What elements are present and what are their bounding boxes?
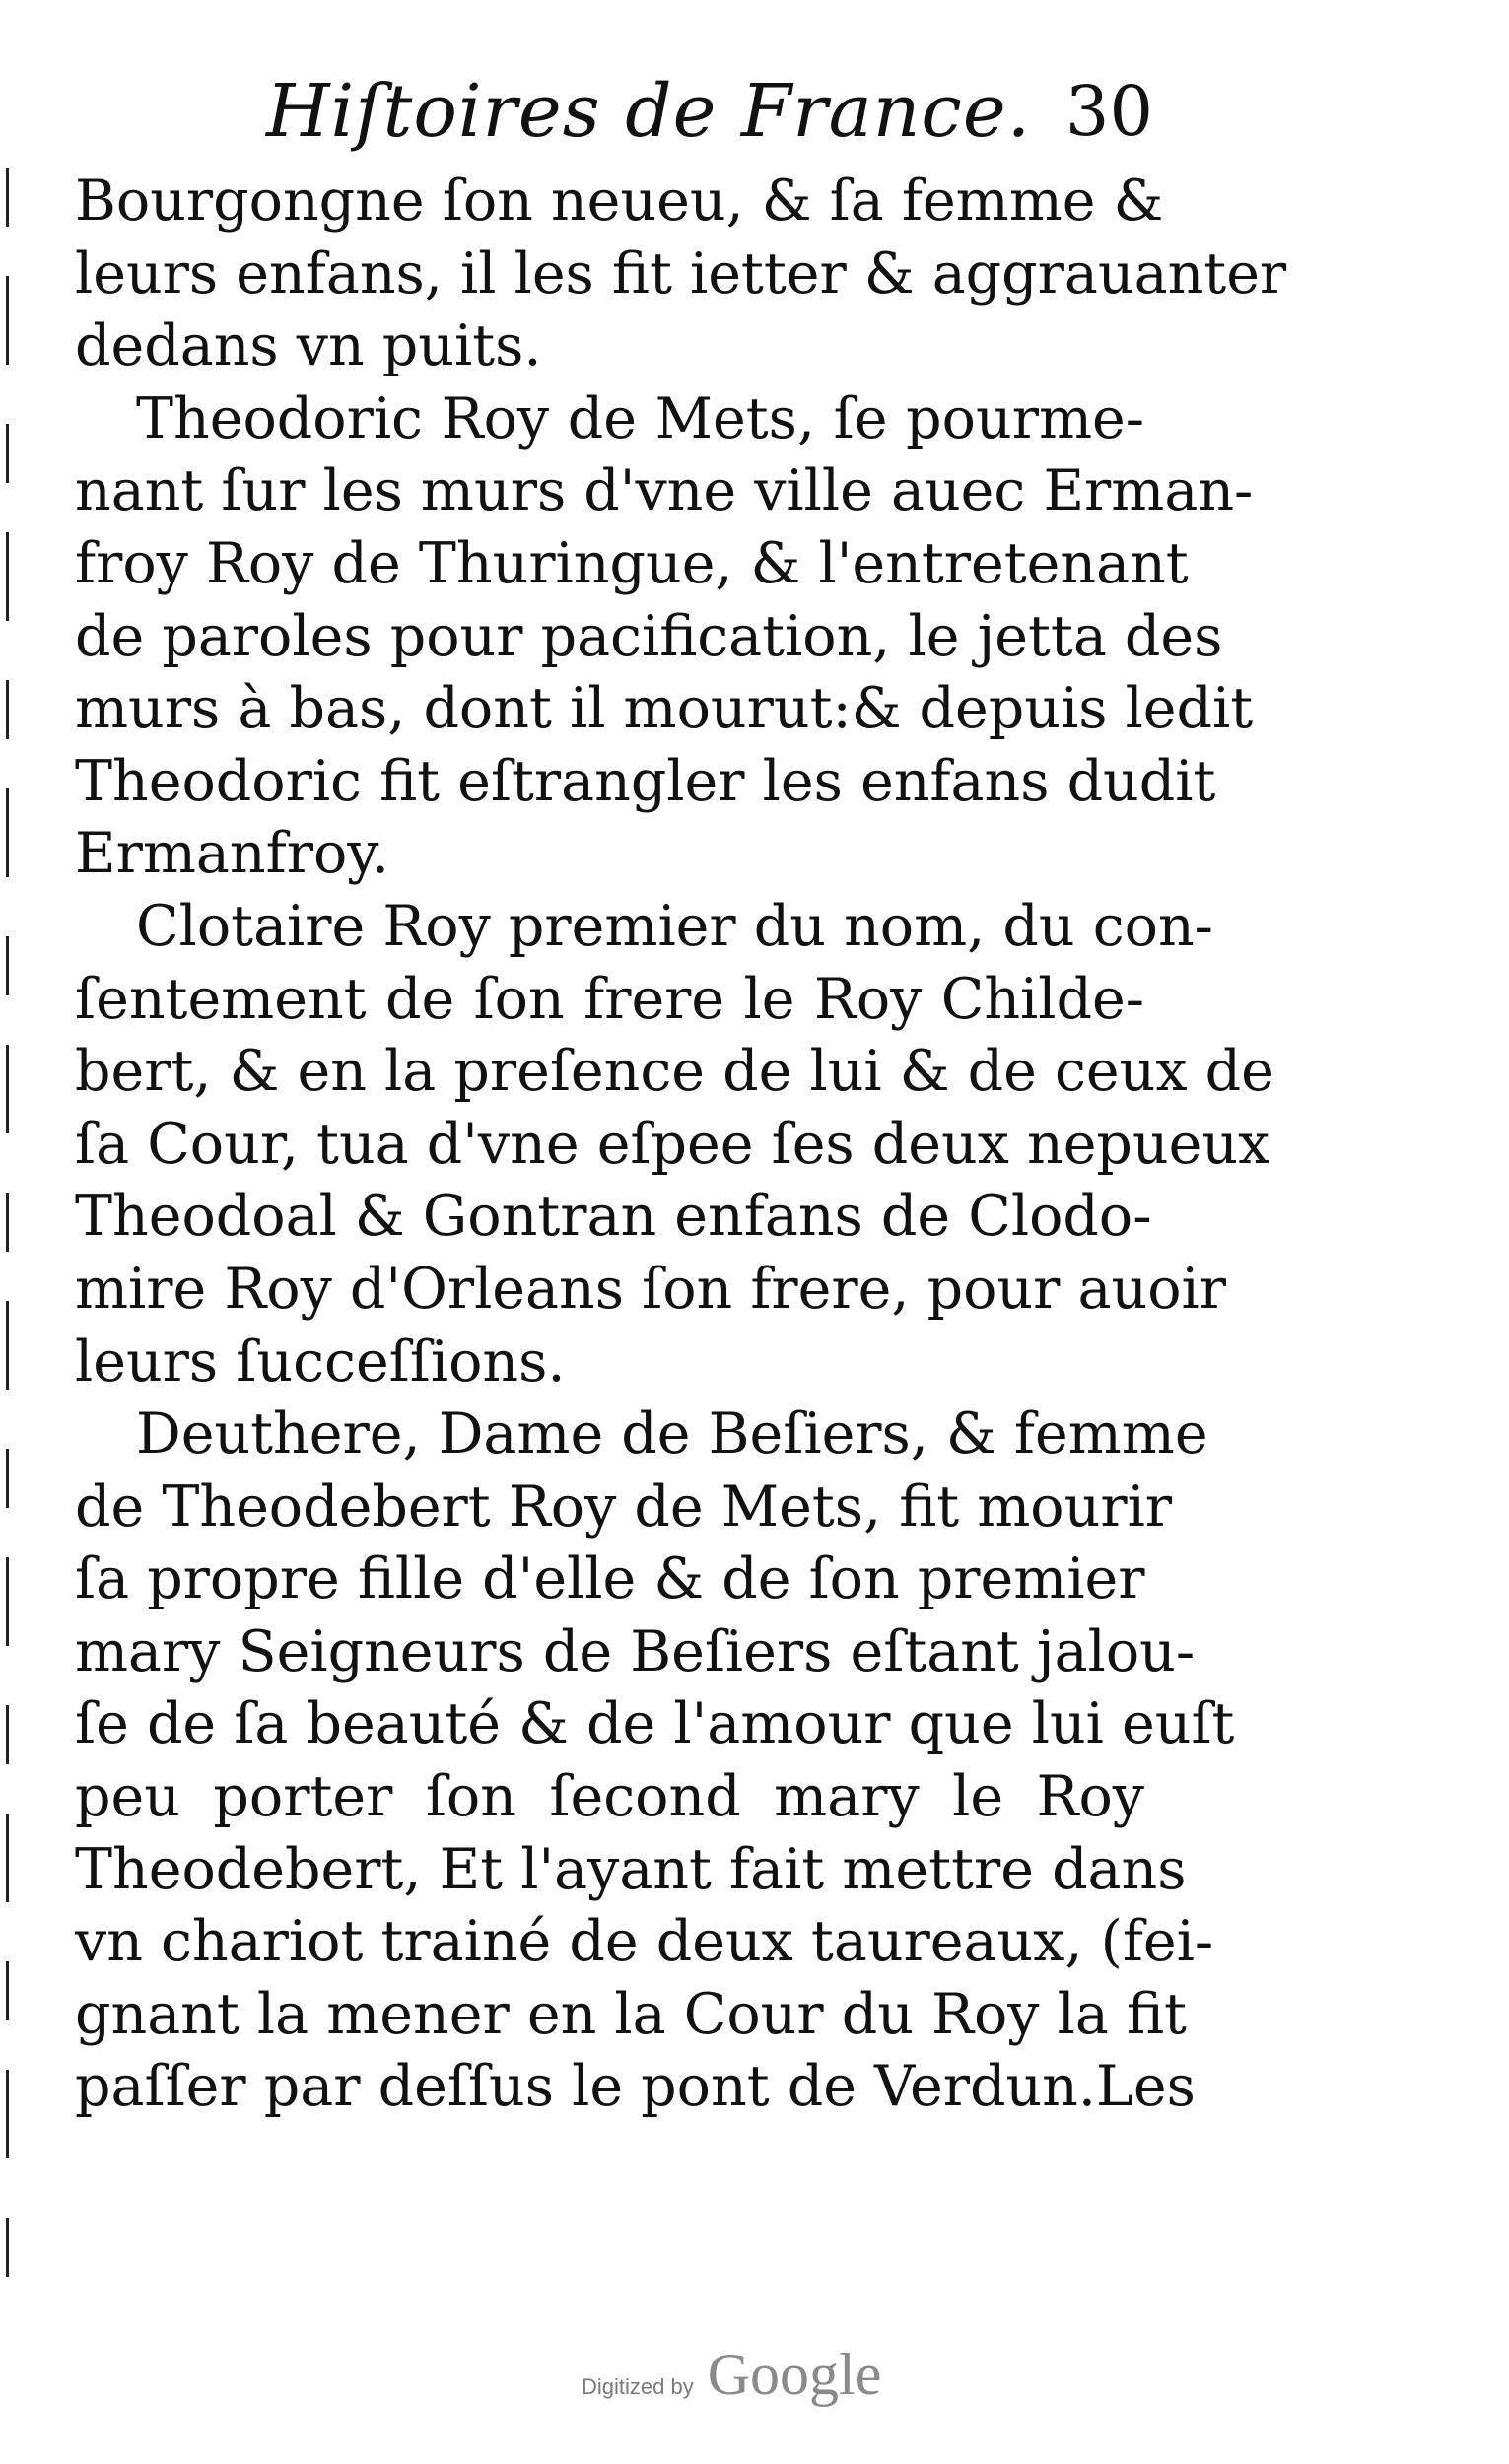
text-line: Theodebert, Et l'ayant fait mettre dans <box>75 1836 1187 1902</box>
text-line: ſa propre fille d'elle & de ſon premier <box>75 1546 1145 1612</box>
text-line: dedans vn puits. <box>75 313 542 379</box>
text-line: Bourgongne ſon neueu, & ſa femme & <box>75 169 1164 234</box>
text-line: Theodoric fit eſtrangler les enfans dudit <box>75 748 1216 814</box>
text-line: leurs ſucceſſions. <box>75 1329 566 1395</box>
paragraph-start-line: Theodoric Roy de Mets, ſe pourme- <box>136 385 1144 451</box>
text-line: mary Seigneurs de Beſiers eſtant jalou- <box>75 1618 1196 1684</box>
text-line: peu porter ſon ſecond mary le Roy <box>75 1764 1144 1830</box>
text-line: ſa Cour, tua d'vne eſpee ſes deux nepueux <box>75 1111 1270 1177</box>
text-line: ſentement de ſon frere le Roy Childe- <box>75 966 1144 1032</box>
text-line: de Theodebert Roy de Mets, fit mourir <box>75 1473 1173 1540</box>
body-text <box>75 166 1287 2124</box>
text-line: ſe de ſa beauté & de l'amour que lui euſt <box>75 1691 1235 1757</box>
text-line: vn chariot trainé de deux taureaux, (fei- <box>75 1909 1214 1975</box>
page-number: 30 <box>1064 71 1153 152</box>
running-head <box>266 57 1153 166</box>
text-line: de paroles pour pacification, le jetta des <box>75 603 1223 669</box>
text-line: leurs enfans, il les fit ietter & aggrauanter <box>75 240 1287 307</box>
text-line: froy Roy de Thuringue, & l'entretenant <box>75 530 1189 596</box>
digitized-label: Digitized by <box>582 2374 694 2399</box>
text-line: Theodoal & Gontran enfans de Clodo- <box>75 1184 1152 1250</box>
running-title: Hiſtoires de France. <box>266 69 1032 154</box>
text-line: nant ſur les murs d'vne ville auec Erman- <box>75 458 1254 524</box>
paragraph-start-line: Deuthere, Dame de Beſiers, & femme <box>136 1402 1208 1468</box>
page-edge-rule <box>6 168 9 2316</box>
text-line: murs à bas, dont il mourut:& depuis ledit <box>75 676 1254 742</box>
text-line: paſſer par deſſus le pont de Verdun.Les <box>75 2054 1196 2120</box>
text-line: bert, & en la preſence de lui & de ceux de <box>75 1039 1274 1105</box>
paragraph-start-line: Clotaire Roy premier du nom, du con- <box>136 893 1213 959</box>
text-line: mire Roy d'Orleans ſon frere, pour auoir <box>75 1256 1226 1322</box>
text-line: gnant la mener en la Cour du Roy la fit <box>75 1981 1187 2047</box>
text-line: Ermanfroy. <box>75 821 390 887</box>
google-logo: Google <box>707 2342 882 2407</box>
digitized-watermark <box>582 2341 881 2410</box>
